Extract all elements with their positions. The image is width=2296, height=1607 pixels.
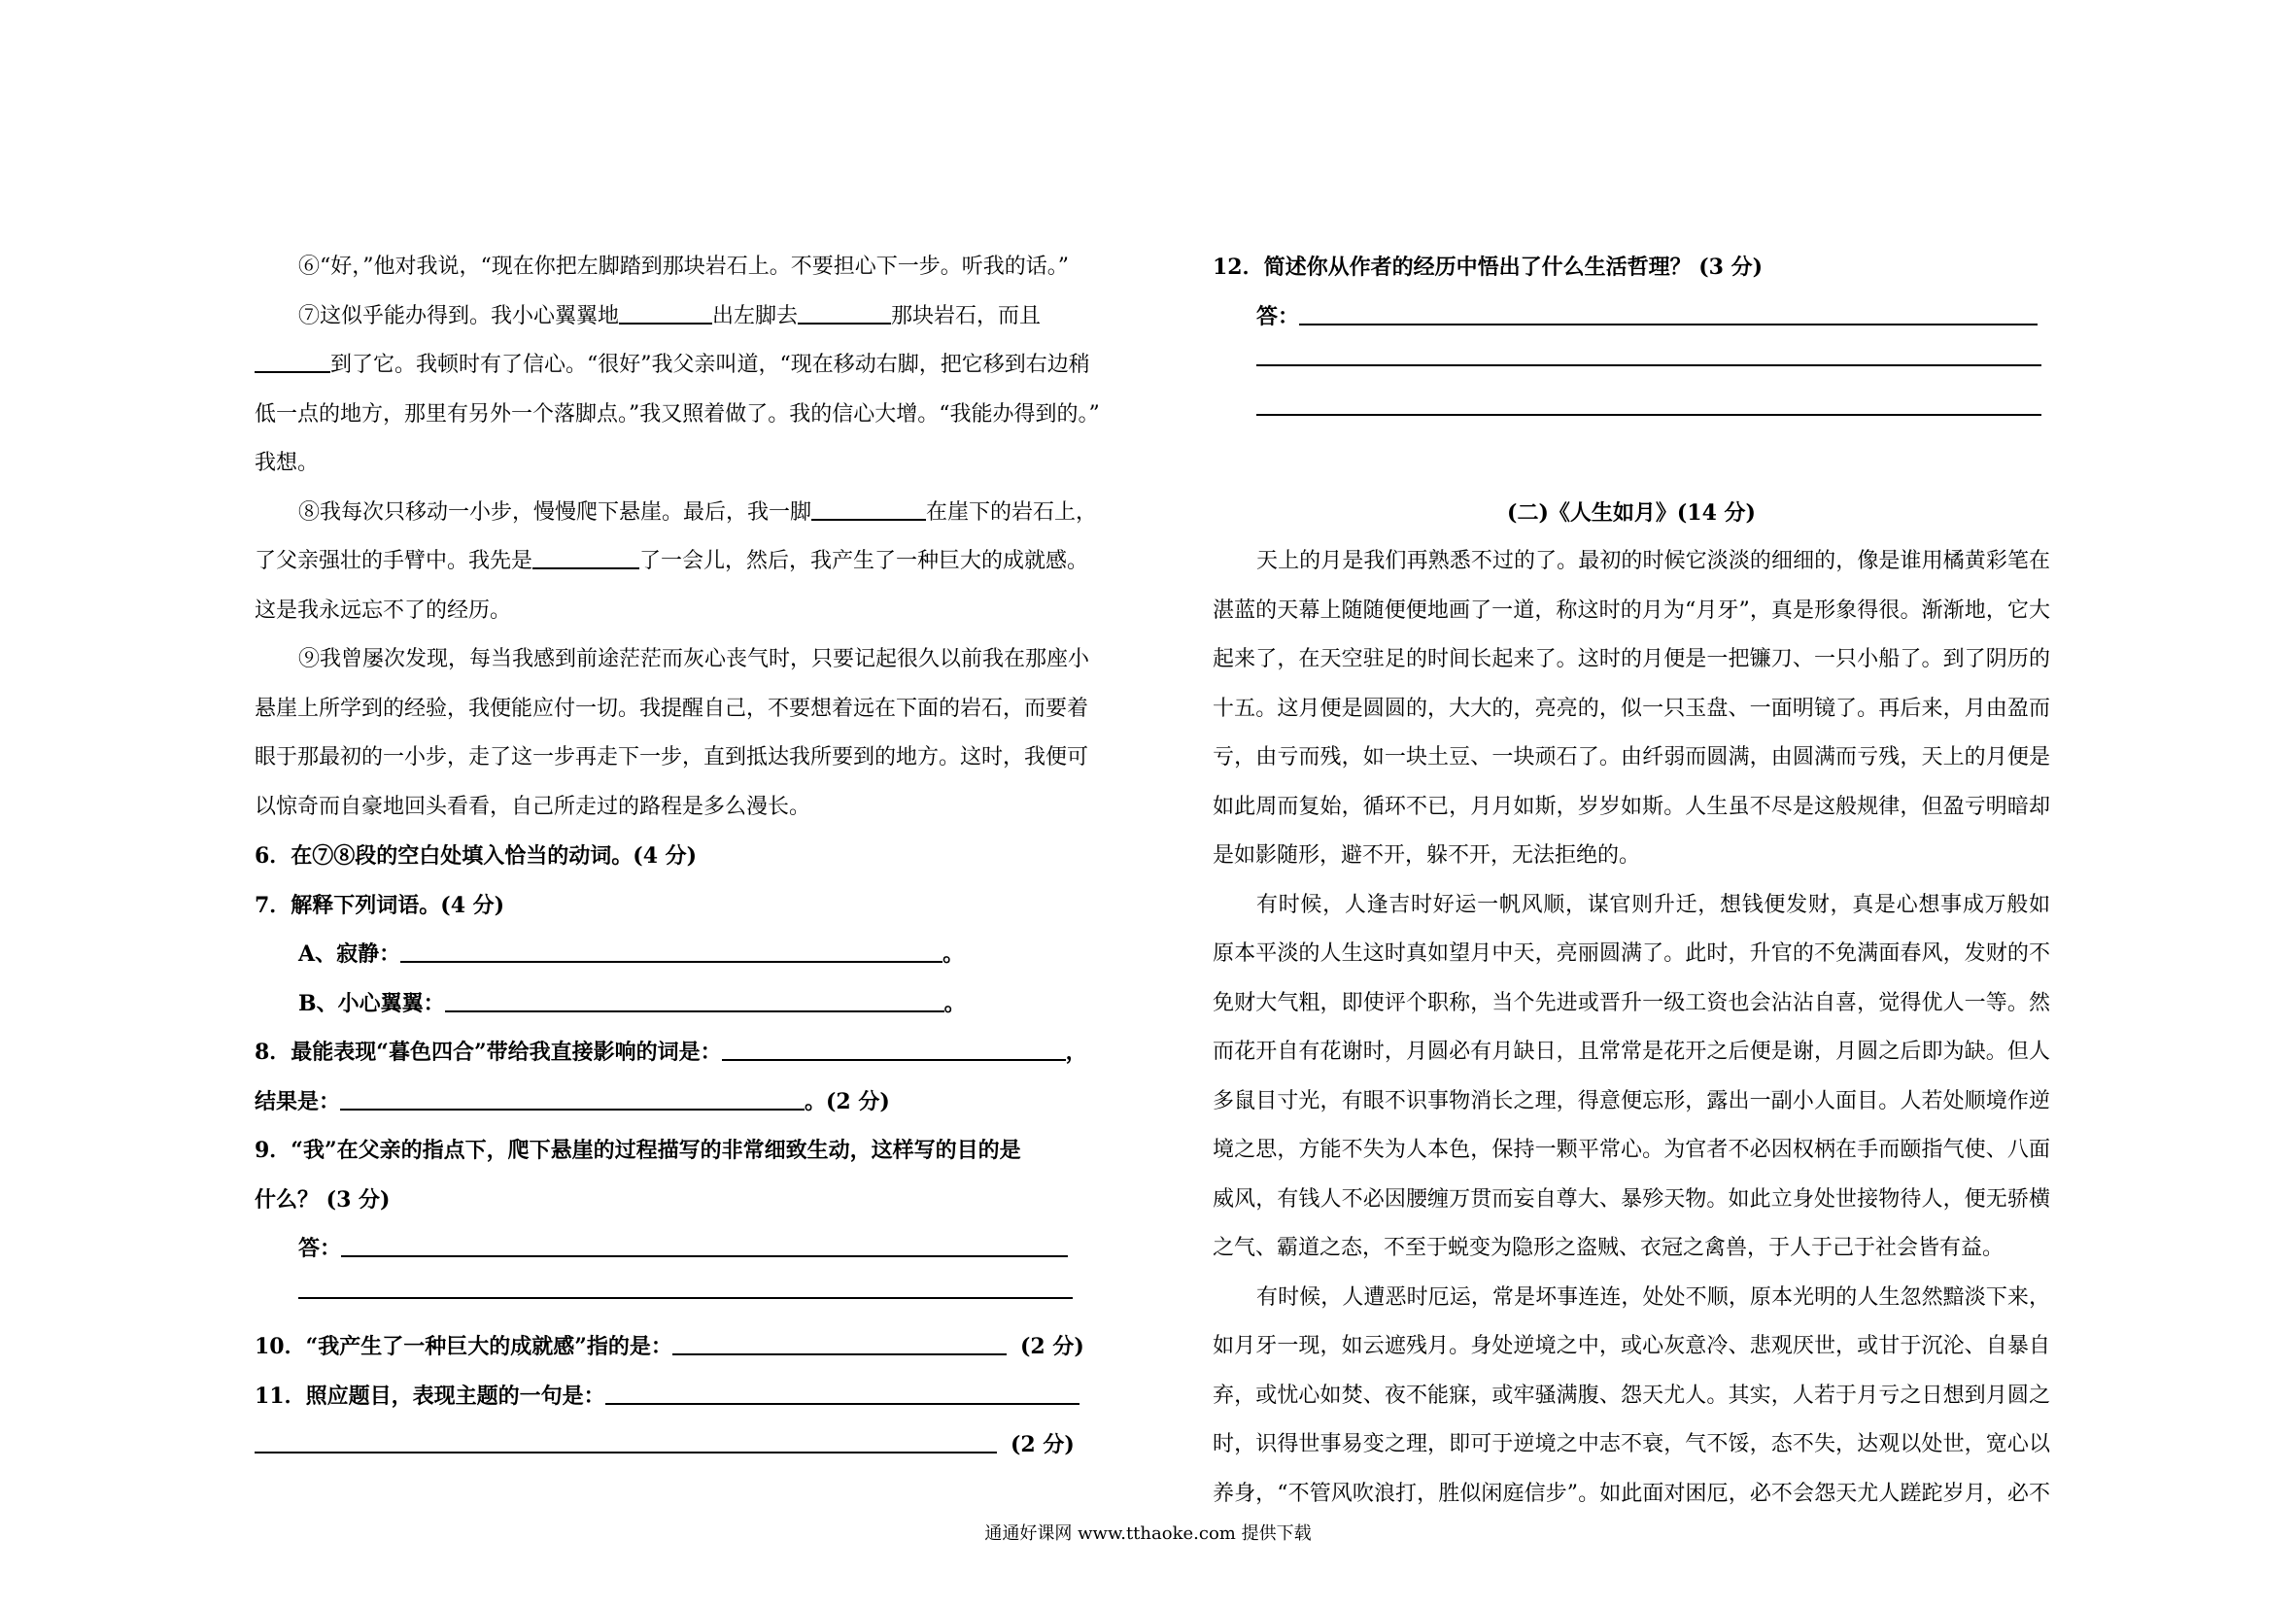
answer-line[interactable] xyxy=(255,1424,997,1453)
question-9-answer-line2 xyxy=(255,1274,1100,1323)
fill-blank[interactable] xyxy=(798,295,891,325)
passage-paragraph-9-line1: ⑨我曾屡次发现，每当我感到前途茫茫而灰心丧气时，只要记起很久以前我在那座小 xyxy=(298,647,1090,671)
question-7b-label: B、小心翼翼： xyxy=(298,990,445,1016)
passage-line: 是如影随形，避不开，躲不开，无法拒绝的。 xyxy=(1213,843,1641,868)
text-segment: 那块岩石，而且 xyxy=(891,303,1042,328)
passage-line: 亏，由亏而残，如一块土豆、一块顽石了。由纤弱而圆满，由圆满而亏残，天上的月便是 xyxy=(1213,745,2050,769)
text-segment: ⑦这似乎能办得到。我小心翼翼地 xyxy=(298,303,620,328)
answer-line[interactable] xyxy=(341,1228,1068,1257)
answer-line[interactable] xyxy=(672,1326,1007,1355)
spacer xyxy=(1213,439,2050,489)
passage-paragraph-9-line2: 悬崖上所学到的经验，我便能应付一切。我提醒自己，不要想着远在下面的岩石，而要着 xyxy=(255,696,1089,721)
question-12: 12．简述你从作者的经历中悟出了什么生活哲理？ (3 分) xyxy=(1213,255,1764,280)
passage-line: 湛蓝的天幕上随随便便地画了一道，称这时的月为“月牙”，真是形象得很。渐渐地，它大 xyxy=(1213,598,2050,623)
text-segment: 了一会儿，然后，我产生了一种巨大的成就感。 xyxy=(639,549,1089,573)
passage-line: 养身，“不管风吹浪打，胜似闲庭信步”。如此面对困厄，必不会怨天尤人蹉跎岁月，必不 xyxy=(1213,1481,2050,1506)
passage-line: 多鼠目寸光，有眼不识事物消长之理，得意便忘形，露出一副小人面目。人若处顺境作逆 xyxy=(1213,1088,2050,1113)
passage-line: 弃，或忧心如焚、夜不能寐，或牢骚满腹、怨天尤人。其实，人若于月亏之日想到月圆之 xyxy=(1213,1383,2050,1408)
punctuation: 。 xyxy=(942,941,965,967)
page-footer: 通通好课网 www.tthaoke.com 提供下载 xyxy=(984,1523,1312,1544)
question-12-answer-line3 xyxy=(1213,391,2050,440)
text-segment: 在崖下的岩石上， xyxy=(926,499,1098,525)
answer-line[interactable] xyxy=(400,934,942,963)
question-9-line1: 9．“我”在父亲的指点下，爬下悬崖的过程描写的非常细致生动，这样写的目的是 xyxy=(255,1138,1021,1163)
passage-line: 原本平淡的人生这时真如望月中天，亮丽圆满了。此时，升官的不免满面春风，发财的不 xyxy=(1213,941,2050,966)
question-7a-label: A、寂静： xyxy=(298,941,401,967)
score: 。(2 分) xyxy=(805,1088,890,1114)
question-8-line2 xyxy=(255,1077,1100,1127)
passage-line: 起来了，在天空驻足的时间长起来了。这时的月便是一把镰刀、一只小船了。到了阴历的 xyxy=(1213,647,2050,671)
question-11-line2 xyxy=(255,1420,1100,1470)
fill-blank[interactable] xyxy=(532,540,639,569)
passage-line: 时，识得世事易变之理，即可于逆境之中志不衰，气不馁，态不失，达观以处世，宽心以 xyxy=(1213,1432,2050,1456)
question-12-answer-line2 xyxy=(1213,341,2050,391)
fill-blank[interactable] xyxy=(811,492,926,521)
text-segment: 了父亲强壮的手臂中。我先是 xyxy=(255,549,533,573)
passage-paragraph-7-line1 xyxy=(255,292,1100,342)
passage-line: 之气、霸道之态，不至于蜕变为隐形之盗贼、衣冠之禽兽，于人于己于社会皆有益。 xyxy=(1213,1236,2005,1260)
answer-line[interactable] xyxy=(605,1376,1079,1405)
passage-paragraph-8-line3: 这是我永远忘不了的经历。 xyxy=(255,598,512,623)
passage-paragraph-8-line1 xyxy=(255,489,1100,538)
right-column xyxy=(1213,243,2050,1519)
left-column xyxy=(255,243,1100,1470)
passage-paragraph-9-line3: 眼于那最初的一小步，走了这一步再走下一步，直到抵达我所要到的地方。这时，我便可 xyxy=(255,745,1089,769)
passage-paragraph-7-line3: 低一点的地方，那里有另外一个落脚点。”我又照着做了。我的信心大增。“我能办得到的。” xyxy=(255,401,1100,427)
question-11-text: 11．照应题目，表现主题的一句是： xyxy=(255,1383,605,1409)
answer-label: 答： xyxy=(298,1236,342,1261)
passage-line: 有时候，人逢吉时好运一帆风顺，谋官则升迁，想钱便发财，真是心想事成万般如 xyxy=(1256,892,2050,917)
passage-paragraph-7-line2 xyxy=(255,341,1100,391)
answer-line[interactable] xyxy=(722,1032,1066,1061)
punctuation: 。 xyxy=(943,990,966,1016)
passage-paragraph-8-line2 xyxy=(255,537,1100,587)
answer-line[interactable] xyxy=(445,983,944,1012)
question-7a xyxy=(255,930,1100,979)
answer-line[interactable] xyxy=(298,1297,1073,1299)
question-9-answer xyxy=(255,1224,1100,1274)
passage-line: 免财大气粗，即使评个职称，当个先进或晋升一级工资也会沾沾自喜，觉得优人一等。然 xyxy=(1213,990,2050,1015)
fill-blank[interactable] xyxy=(255,344,330,373)
text-segment: ⑧我每次只移动一小步，慢慢爬下悬崖。最后，我一脚 xyxy=(298,499,812,525)
score: (2 分) xyxy=(1019,1334,1084,1359)
question-11 xyxy=(255,1372,1100,1421)
fill-blank[interactable] xyxy=(619,295,712,325)
question-8-result-label: 结果是： xyxy=(255,1088,341,1114)
answer-line[interactable] xyxy=(1256,364,2041,366)
question-7b xyxy=(255,979,1100,1029)
question-8-text: 8．最能表现“暮色四合”带给我直接影响的词是： xyxy=(255,1040,722,1065)
answer-line[interactable] xyxy=(340,1081,805,1111)
passage-line: 有时候，人遭恶时厄运，常是坏事连连，处处不顺，原本光明的人生忽然黯淡下来， xyxy=(1256,1284,2050,1310)
question-10-text: 10．“我产生了一种巨大的成就感”指的是： xyxy=(255,1334,672,1359)
passage-paragraph-9-line4: 以惊奇而自豪地回头看看，自己所走过的路程是多么漫长。 xyxy=(255,794,811,819)
passage-paragraph-7-line4: 我想。 xyxy=(255,451,320,475)
question-6: 6．在⑦⑧段的空白处填入恰当的动词。(4 分) xyxy=(255,843,698,869)
question-9-line2: 什么？ (3 分) xyxy=(255,1186,391,1213)
text-segment: 到了它。我顿时有了信心。“很好”我父亲叫道，“现在移动右脚，把它移到右边稍 xyxy=(330,353,1090,377)
passage-line: 如此周而复始，循环不已，月月如斯，岁岁如斯。人生虽不尽是这般规律，但盈亏明暗却 xyxy=(1213,794,2050,819)
passage-line: 而花开自有花谢时，月圆必有月缺日，且常常是花开之后便是谢，月圆之后即为缺。但人 xyxy=(1213,1040,2050,1064)
passage-line: 威风，有钱人不必因腰缠万贯而妄自尊大、暴殄天物。如此立身处世接物待人，便无骄横 xyxy=(1213,1186,2050,1212)
passage-line: 如月牙一现，如云遮残月。身处逆境之中，或心灰意冷、悲观厌世，或甘于沉沦、自暴自 xyxy=(1213,1334,2050,1358)
question-10 xyxy=(255,1322,1100,1372)
passage-paragraph-6: ⑥“好，”他对我说，“现在你把左脚踏到那块岩石上。不要担心下一步。听我的话。” xyxy=(298,255,1069,279)
punctuation: ， xyxy=(1065,1040,1087,1065)
score: (2 分) xyxy=(1011,1432,1075,1457)
question-12-answer xyxy=(1213,292,2050,342)
answer-line[interactable] xyxy=(1299,296,2038,325)
passage-line: 十五。这月便是圆圆的，大大的，亮亮的，似一只玉盘、一面明镜了。再后来，月由盈而 xyxy=(1213,696,2050,721)
answer-line[interactable] xyxy=(1256,414,2041,416)
text-segment: 出左脚去 xyxy=(712,303,799,328)
passage-line: 境之思，方能不失为人本色，保持一颗平常心。为官者不必因权柄在手而颐指气使、八面 xyxy=(1213,1138,2050,1162)
section-title: (二)《人生如月》(14 分) xyxy=(1507,499,1756,526)
passage-line: 天上的月是我们再熟悉不过的了。最初的时候它淡淡的细细的，像是谁用橘黄彩笔在 xyxy=(1256,549,2050,573)
question-7: 7．解释下列词语。(4 分) xyxy=(255,892,505,918)
question-8-line1 xyxy=(255,1028,1100,1077)
answer-label: 答： xyxy=(1256,303,1300,329)
